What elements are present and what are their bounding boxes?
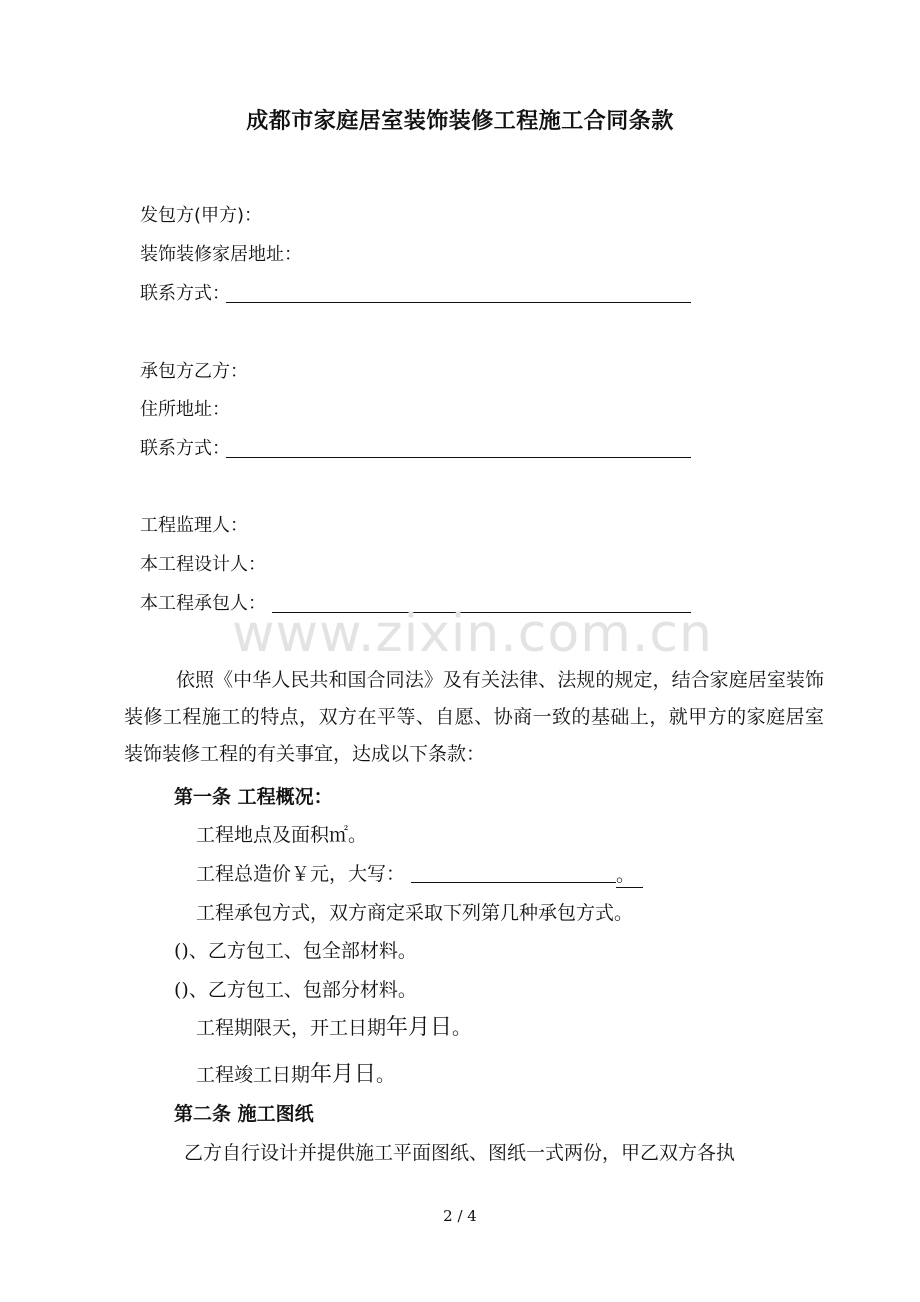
party-a-contact-blank [226,302,691,303]
contract-mode-line: 工程承包方式，双方商定采取下列第几种承包方式。 [196,902,634,924]
article-2-heading: 第二条 施工图纸 [174,1103,314,1125]
project-price-label: 工程总造价￥元，大写： [196,863,406,885]
project-completion-end: 。 [376,1064,396,1086]
article-2-text: 乙方自行设计并提供施工平面图纸、图纸一式两份，甲乙双方各执 [184,1142,736,1164]
document-title: 成都市家庭居室装饰装修工程施工合同条款 [246,109,674,134]
party-a-contact-label: 联系方式： [140,283,230,304]
party-b-contact-blank [226,457,691,458]
project-completion-line [196,1060,395,1090]
project-price-blank [411,860,616,883]
preamble-paragraph: 依照《中华人民共和国合同法》及有关法律、法规的规定，结合家庭居室装饰装修工程施工的特点，双方在平等、自愿、协商一致的基础上，就甲方的家庭居室装饰装修工程的有关事宜，达成以下条款： [124,669,824,765]
project-price-line [196,859,643,889]
project-completion-date: 年月日 [310,1062,377,1087]
supervisor-label: 工程监理人： [140,515,248,536]
project-period-prefix: 工程期限天，开工日期 [196,1017,387,1039]
contractor-label: 本工程承包人： [140,593,266,614]
party-b-label: 承包方乙方： [140,361,248,382]
designer-label: 本工程设计人： [140,554,266,575]
watermark: www.zixin.com.cn [232,604,713,664]
project-period-date: 年月日 [386,1015,453,1040]
article-1-heading: 第一条 工程概况： [174,786,333,808]
project-period-line [196,1013,471,1043]
project-period-end: 。 [452,1017,472,1039]
page-number: 2 / 4 [443,1207,477,1225]
contract-option-2: ()、乙方包工、包部分材料。 [174,979,417,1001]
party-b-contact-label: 联系方式： [140,438,230,459]
party-b-address-label: 住所地址： [140,399,230,420]
project-location-line: 工程地点及面积㎡。 [196,824,368,846]
party-a-address-label: 装饰装修家居地址： [140,244,302,265]
contract-option-1: ()、乙方包工、包全部材料。 [174,940,417,962]
project-price-end: 。 [616,863,643,888]
project-completion-prefix: 工程竣工日期 [196,1064,311,1086]
party-a-label: 发包方(甲方)： [140,205,263,226]
